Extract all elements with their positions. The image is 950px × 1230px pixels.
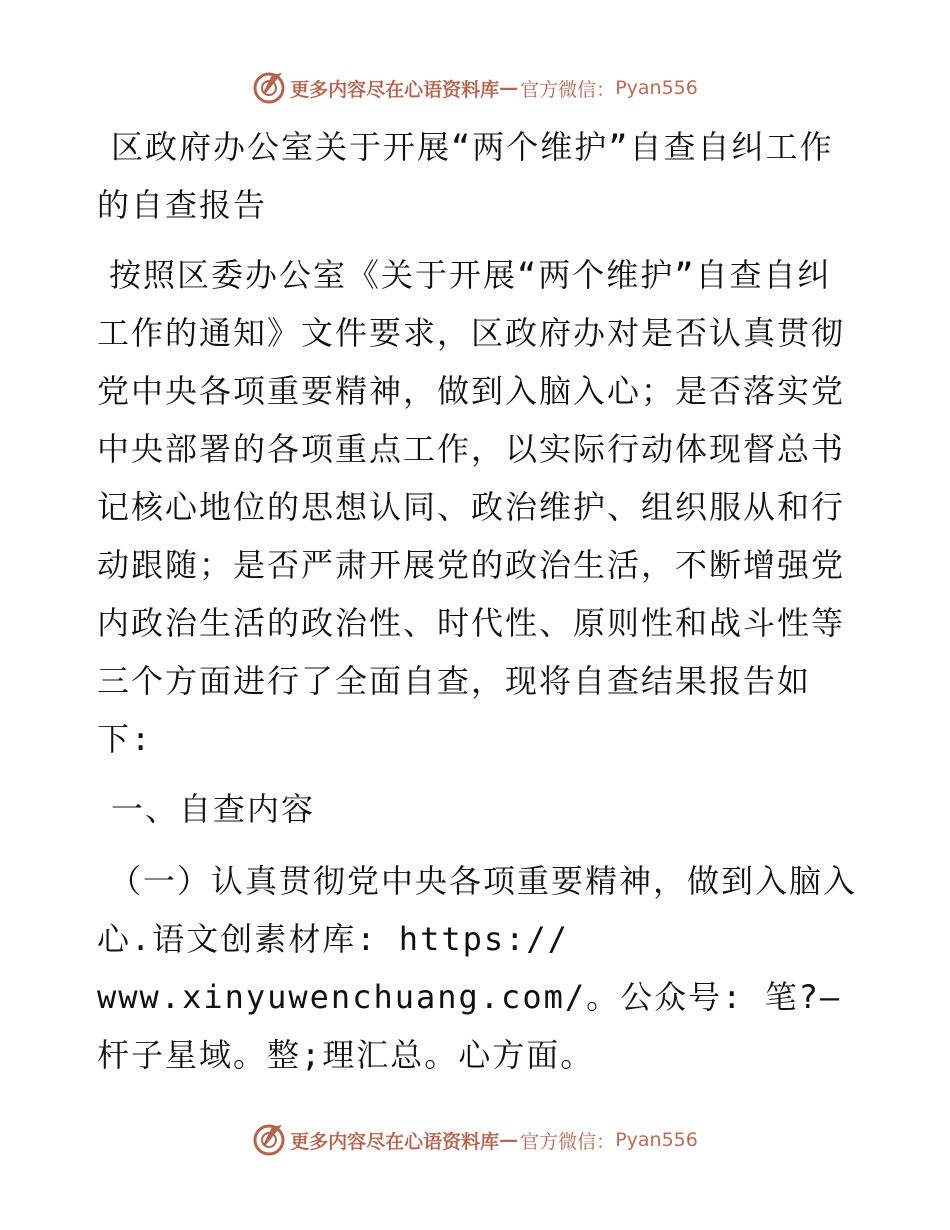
document-title: 区政府办公室关于开展“两个维护”自查自纠工作的自查报告: [97, 128, 834, 224]
section-heading: 一、自查内容: [111, 790, 316, 828]
wechat-label: 官方微信：: [520, 1130, 616, 1153]
wechat-id: Pyan556: [615, 77, 698, 99]
subsection-line-1: （一）认真贯彻党中央各项重要精神，做到入脑入心.语文创素材库: https://: [97, 862, 858, 958]
header-watermark: [0, 68, 950, 108]
watermark-dash: —: [499, 1129, 519, 1151]
watermark-text: 更多内容尽在心语资料库: [290, 78, 500, 101]
watermark-text: 更多内容尽在心语资料库: [290, 1130, 500, 1153]
subsection-line-2: www.xinyuwenchuang.com/。公众号: 笔?—杆子星域。整;理汇总。心方面。: [97, 978, 842, 1074]
wechat-id: Pyan556: [615, 1129, 698, 1151]
footer-watermark: [0, 1120, 950, 1160]
intro-paragraph: 按照区委办公室《关于开展“两个维护”自查自纠工作的通知》文件要求，区政府办对是否认真贯彻党中央各项重要精神，做到入脑入心；是否落实党中央部署的各项重点工作，以实际行动体现督总书记核心地位的思想认同、政治维护、组织服从和行动跟随；是否严肃开展党的政治生活，不断增强党内政治生活的政治性、时代性、原则性和战斗性等三个方面进行了全面自查，现将自查结果报告如下:: [97, 256, 846, 758]
brush-logo-icon: [252, 71, 286, 105]
brush-logo-icon: [252, 1123, 286, 1157]
document-body: [97, 118, 857, 1084]
watermark-dash: —: [499, 77, 519, 99]
wechat-label: 官方微信：: [520, 78, 616, 101]
